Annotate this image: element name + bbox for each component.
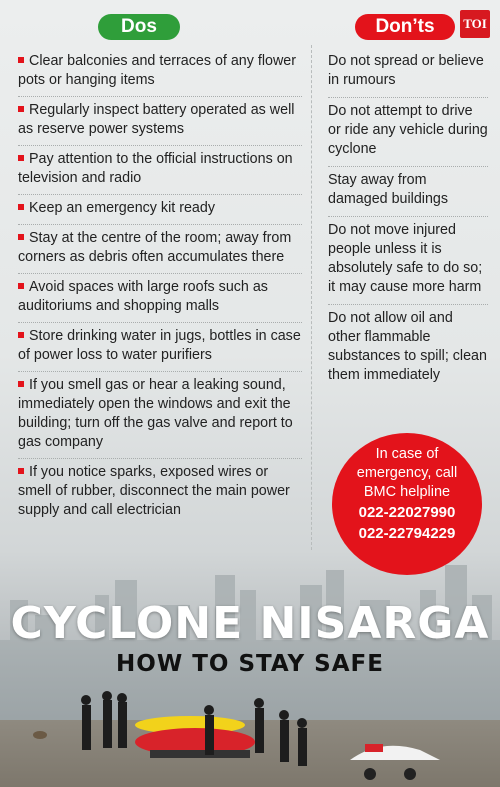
dos-item-text: Keep an emergency kit ready bbox=[29, 200, 215, 216]
donts-list bbox=[328, 48, 488, 392]
bullet-icon bbox=[18, 204, 24, 210]
dos-item bbox=[18, 97, 302, 146]
donts-item: Do not spread or believe in rumours bbox=[328, 48, 488, 98]
bullet-icon bbox=[18, 332, 24, 338]
headline: CYCLONE NISARGA bbox=[10, 598, 490, 649]
dos-item bbox=[18, 195, 302, 225]
toi-logo: TOI bbox=[460, 10, 490, 38]
dos-item-text: Stay at the centre of the room; away from corners as debris often accumulates there bbox=[18, 230, 292, 265]
dos-item bbox=[18, 274, 302, 323]
dos-item-text: Pay attention to the official instructions on television and radio bbox=[18, 151, 293, 186]
dos-header: Dos bbox=[98, 14, 180, 40]
dos-item bbox=[18, 48, 302, 97]
column-divider bbox=[311, 45, 313, 550]
helpline-number: 022-22027990 bbox=[358, 504, 456, 521]
donts-item: Stay away from damaged buildings bbox=[328, 167, 488, 217]
emergency-text-line: BMC helpline bbox=[363, 484, 451, 500]
dos-item bbox=[18, 146, 302, 195]
dos-item bbox=[18, 459, 302, 526]
bullet-icon bbox=[18, 234, 24, 240]
subheadline: HOW TO STAY SAFE bbox=[116, 651, 384, 677]
dos-item-text: Clear balconies and terraces of any flower pots or hanging items bbox=[18, 53, 297, 88]
bullet-icon bbox=[18, 283, 24, 289]
emergency-helpline-badge bbox=[332, 433, 482, 575]
bullet-icon bbox=[18, 468, 24, 474]
emergency-text-line: In case of bbox=[375, 446, 439, 462]
donts-item: Do not allow oil and other flammable substances to spill; clean them immediately bbox=[328, 310, 487, 383]
dos-item bbox=[18, 323, 302, 372]
helpline-number: 022-22794229 bbox=[358, 525, 456, 542]
dos-item-text: Avoid spaces with large roofs such as auditoriums and shopping malls bbox=[18, 279, 268, 314]
dos-list bbox=[18, 48, 302, 526]
rescue-team-photo bbox=[0, 680, 500, 787]
dos-item-text: Store drinking water in jugs, bottles in case of power loss to water purifiers bbox=[18, 328, 301, 363]
donts-item: Do not move injured people unless it is absolutely safe to do so; it may cause more harm bbox=[328, 217, 488, 305]
dos-item-text: If you notice sparks, exposed wires or smell of rubber, disconnect the main power supply and call electrician bbox=[18, 464, 290, 518]
bullet-icon bbox=[18, 57, 24, 63]
bullet-icon bbox=[18, 381, 24, 387]
donts-item: Do not attempt to drive or ride any vehicle during cyclone bbox=[328, 98, 488, 167]
bullet-icon bbox=[18, 106, 24, 112]
dos-item-text: If you smell gas or hear a leaking sound, immediately open the windows and exit the building; turn off the gas valve and report to gas company bbox=[18, 377, 293, 450]
emergency-text-line: emergency, call bbox=[356, 465, 458, 481]
bullet-icon bbox=[18, 155, 24, 161]
donts-header: Don’ts bbox=[355, 14, 455, 40]
dos-item bbox=[18, 225, 302, 274]
dos-item-text: Regularly inspect battery operated as well as reserve power systems bbox=[18, 102, 295, 137]
dos-item bbox=[18, 372, 302, 459]
